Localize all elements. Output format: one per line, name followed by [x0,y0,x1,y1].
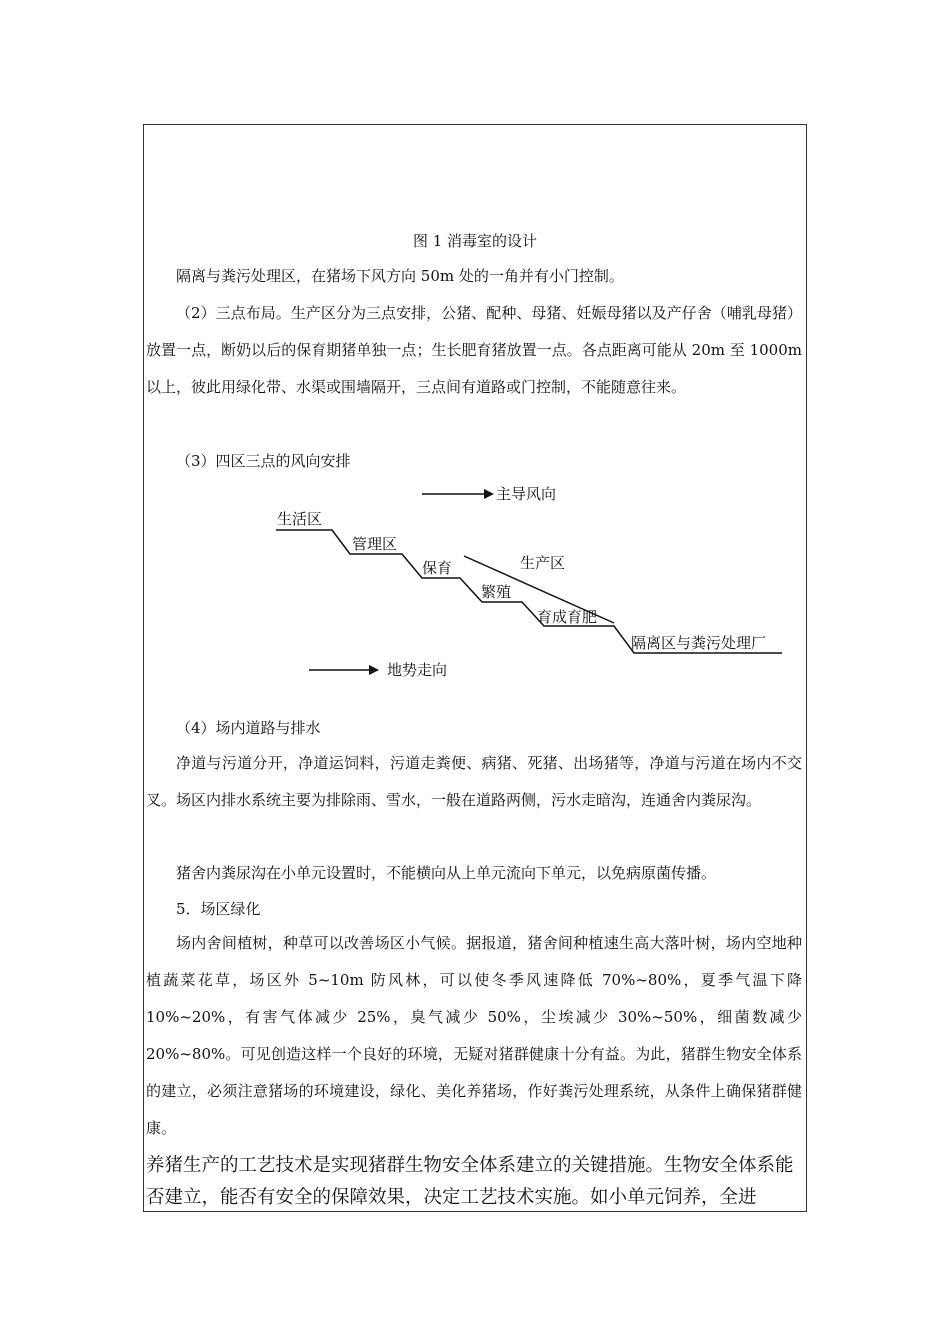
terrain-label: 地势走向 [387,661,448,679]
wind-terrain-diagram [144,477,806,687]
wind-arrow [422,489,494,499]
figure-caption: 图 1 消毒室的设计 [412,232,538,250]
heading-wind-arrangement: （3）四区三点的风向安排 [176,452,351,470]
zone-label-management: 管理区 [352,535,398,553]
paragraph-manure-channel: 猪舍内粪尿沟在小单元设置时，不能横向从上单元流向下单元，以免病原菌传播。 [176,864,717,882]
paragraph-three-points: （2）三点布局。生产区分为三点安排，公猪、配种、母猪、妊娠母猪以及产仔舍（哺乳母猪）放置一点，断奶以后的保育期猪单独一点；生长肥育猪放置一点。各点距离可能从 20m 至 1000m 以上，彼此用绿化带、水渠或围墙隔开，三点间有道路或门控制，不能随意往来。 [146,304,802,396]
wind-label: 主导风向 [496,485,557,503]
zone-label-finishing: 育成育肥 [537,608,598,626]
zone-label-living: 生活区 [277,510,323,528]
terrain-arrow [309,665,379,675]
paragraph-roads: 净道与污道分开，净道运饲料，污道走粪便、病猪、死猪、出场猪等，净道与污道在场内不交叉。场区内排水系统主要为排除雨、雪水，一般在道路两侧，污水走暗沟，连通舍内粪尿沟。 [146,754,802,809]
content-frame [143,124,807,1212]
zone-label-isolation: 隔离区与粪污处理厂 [631,634,767,652]
zone-label-breeding: 繁殖 [481,583,512,601]
paragraph-isolation: 隔离与粪污处理区，在猪场下风方向 50m 处的一角并有小门控制。 [176,267,624,285]
paragraph-greening: 场内舍间植树，种草可以改善场区小气候。据报道，猪舍间种植速生高大落叶树，场内空地种植蔬菜花草，场区外 5~10m 防风林，可以使冬季风速降低 70%~80%，夏季气温下降 10%~20%，有害气体减少 25%，臭气减少 50%，尘埃减少 30%~50%，细菌数减少 20%~80%。可见创造这样一个良好的环境，无疑对猪群健康十分有益。为此，猪群生物安全体系的建立，必须注意猪场的环境建设，绿化、美化养猪场，作好粪污处理系统，从条件上确保猪群健康。 [146,934,802,1137]
paragraph-process-technology: 养猪生产的工艺技术是实现猪群生物安全体系建立的关键措施。生物安全体系能否建立，能否有安全的保障效果，决定工艺技术实施。如小单元饲养，全进 [146,1155,794,1208]
zone-label-nursery: 保育 [422,559,453,577]
heading-roads: （4）场内道路与排水 [176,719,321,737]
production-zone-label: 生产区 [520,554,566,572]
heading-greening: 5．场区绿化 [176,900,261,918]
